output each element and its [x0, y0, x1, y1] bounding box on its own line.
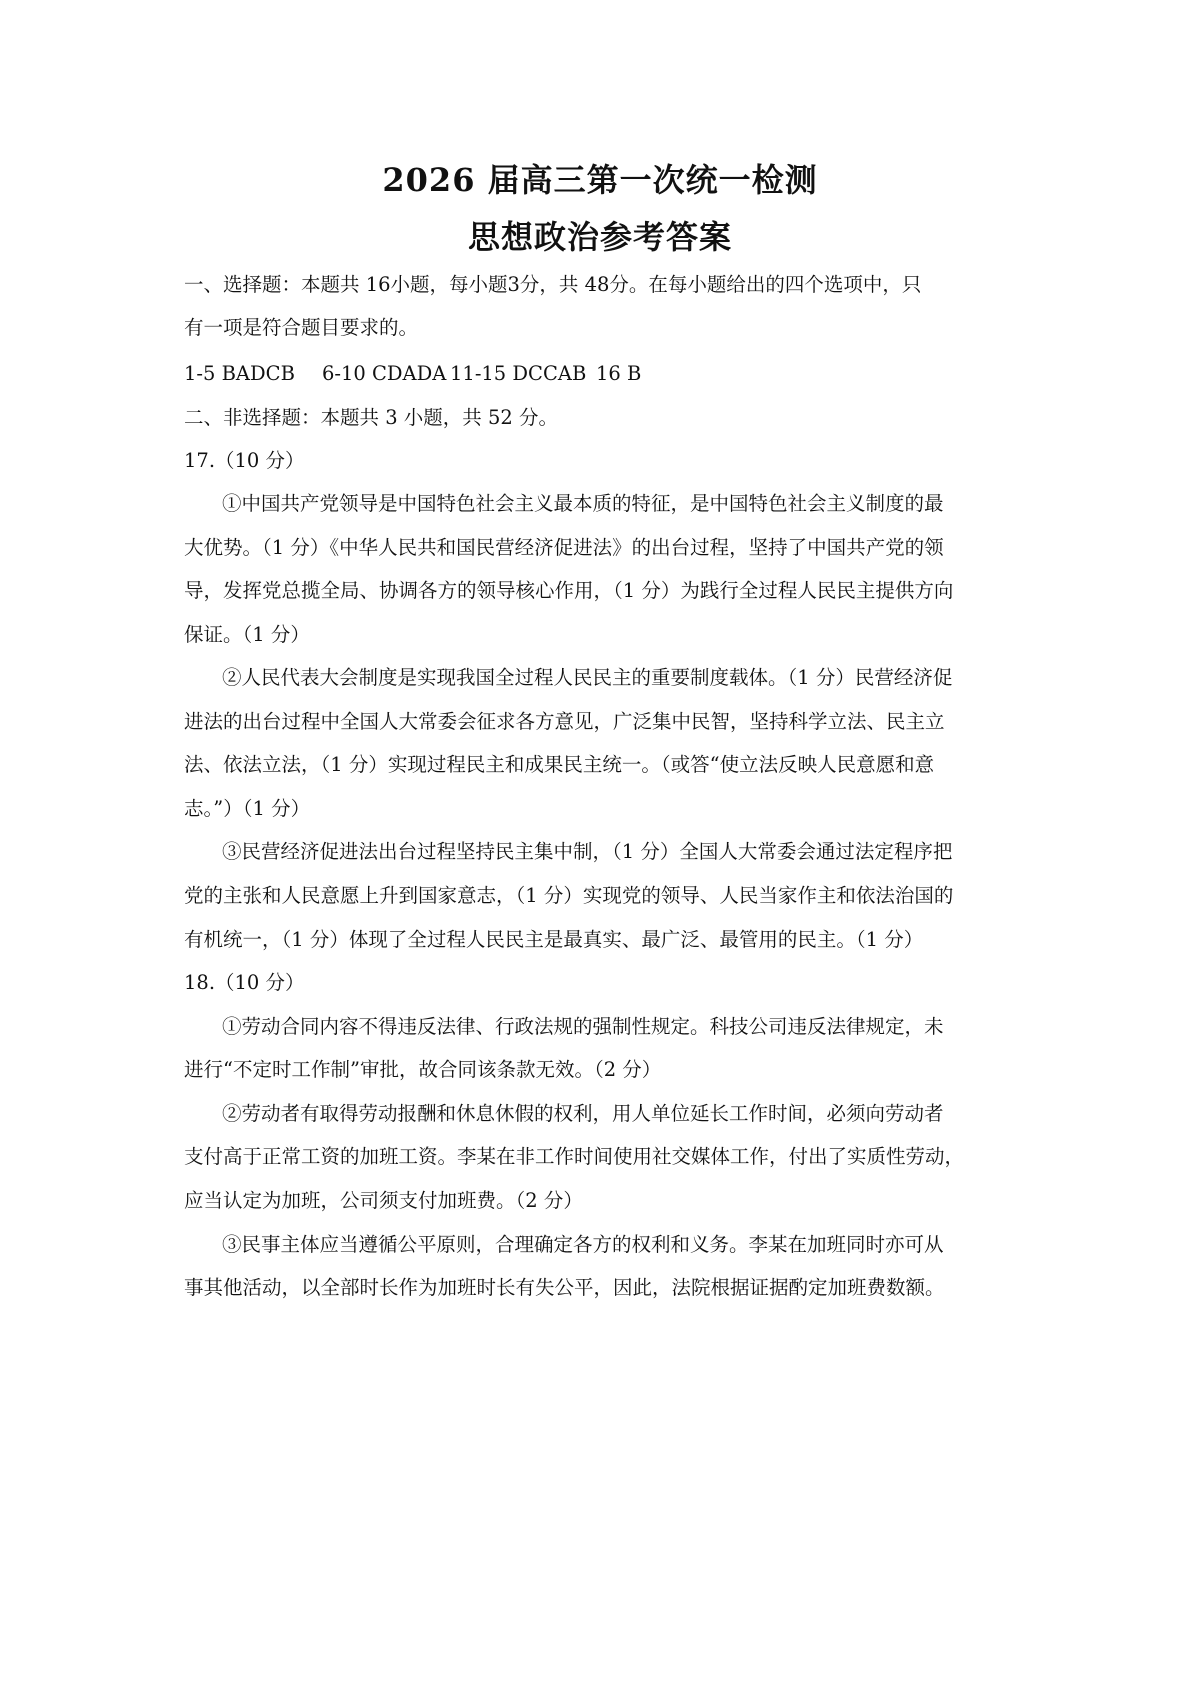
q18-point2-line: ②劳动者有取得劳动报酬和休息休假的权利，用人单位延长工作时间，必须向劳动者 — [222, 1102, 944, 1125]
q17-point2-line: 进法的出台过程中全国人大常委会征求各方意见，广泛集中民智，坚持科学立法、民主立 — [184, 710, 945, 733]
q18-point1-line: 进行“不定时工作制”审批，故合同该条款无效。（2 分） — [184, 1058, 662, 1081]
q17-point2-line: ②人民代表大会制度是实现我国全过程人民民主的重要制度载体。（1 分）民营经济促 — [222, 666, 953, 689]
q18-point2-line: 支付高于正常工资的加班工资。李某在非工作时间使用社交媒体工作，付出了实质性劳动， — [184, 1145, 965, 1168]
q17-point1-line: 大优势。（1 分）《中华人民共和国民营经济促进法》的出台过程，坚持了中国共产党的领 — [184, 536, 944, 559]
mc-answer-row — [184, 359, 1026, 389]
section2-intro: 二、非选择题：本题共 3 小题，共 52 分。 — [184, 406, 559, 429]
q17-point1-line: ①中国共产党领导是中国特色社会主义最本质的特征，是中国特色社会主义制度的最 — [222, 492, 944, 515]
q17-heading: 17.（10 分） — [184, 449, 305, 472]
q17-point2-line: 志。”）（1 分） — [184, 797, 311, 820]
page-subtitle: 思想政治参考答案 — [467, 218, 732, 256]
mc-answer-group: 1-5 BADCB — [184, 362, 295, 385]
q17-point1-line: 保证。（1 分） — [184, 623, 310, 646]
mc-answer-group: 16 B — [596, 362, 642, 385]
mc-answer-group: 6-10 CDADA — [322, 362, 447, 385]
q17-point3-line: ③民营经济促进法出台过程坚持民主集中制，（1 分）全国人大常委会通过法定程序把 — [222, 840, 953, 863]
q18-point3-line: ③民事主体应当遵循公平原则，合理确定各方的权利和义务。李某在加班同时亦可从 — [222, 1233, 944, 1256]
q18-point2-line: 应当认定为加班，公司须支付加班费。（2 分） — [184, 1189, 583, 1212]
q18-heading: 18.（10 分） — [184, 971, 305, 994]
section1-intro-line2: 有一项是符合题目要求的。 — [184, 316, 419, 339]
q18-point1-line: ①劳动合同内容不得违反法律、行政法规的强制性规定。科技公司违反法律规定，未 — [222, 1015, 944, 1038]
q18-point3-line: 事其他活动，以全部时长作为加班时长有失公平，因此，法院根据证据酌定加班费数额。 — [184, 1276, 945, 1299]
q17-point3-line: 党的主张和人民意愿上升到国家意志，（1 分）实现党的领导、人民当家作主和依法治国的 — [184, 884, 954, 907]
q17-point3-line: 有机统一，（1 分）体现了全过程人民民主是最真实、最广泛、最管用的民主。（1 分） — [184, 928, 924, 951]
section1-intro-line1: 一、选择题：本题共 16小题，每小题3分，共 48分。在每小题给出的四个选项中，只 — [184, 273, 922, 296]
page-title: 2026 届高三第一次统一检测 — [382, 161, 818, 199]
mc-answer-group: 11-15 DCCAB — [450, 362, 587, 385]
q17-point1-line: 导，发挥党总揽全局、协调各方的领导核心作用，（1 分）为践行全过程人民民主提供方向 — [184, 579, 954, 602]
q17-point2-line: 法、依法立法，（1 分）实现过程民主和成果民主统一。（或答“使立法反映人民意愿和意 — [184, 753, 935, 776]
